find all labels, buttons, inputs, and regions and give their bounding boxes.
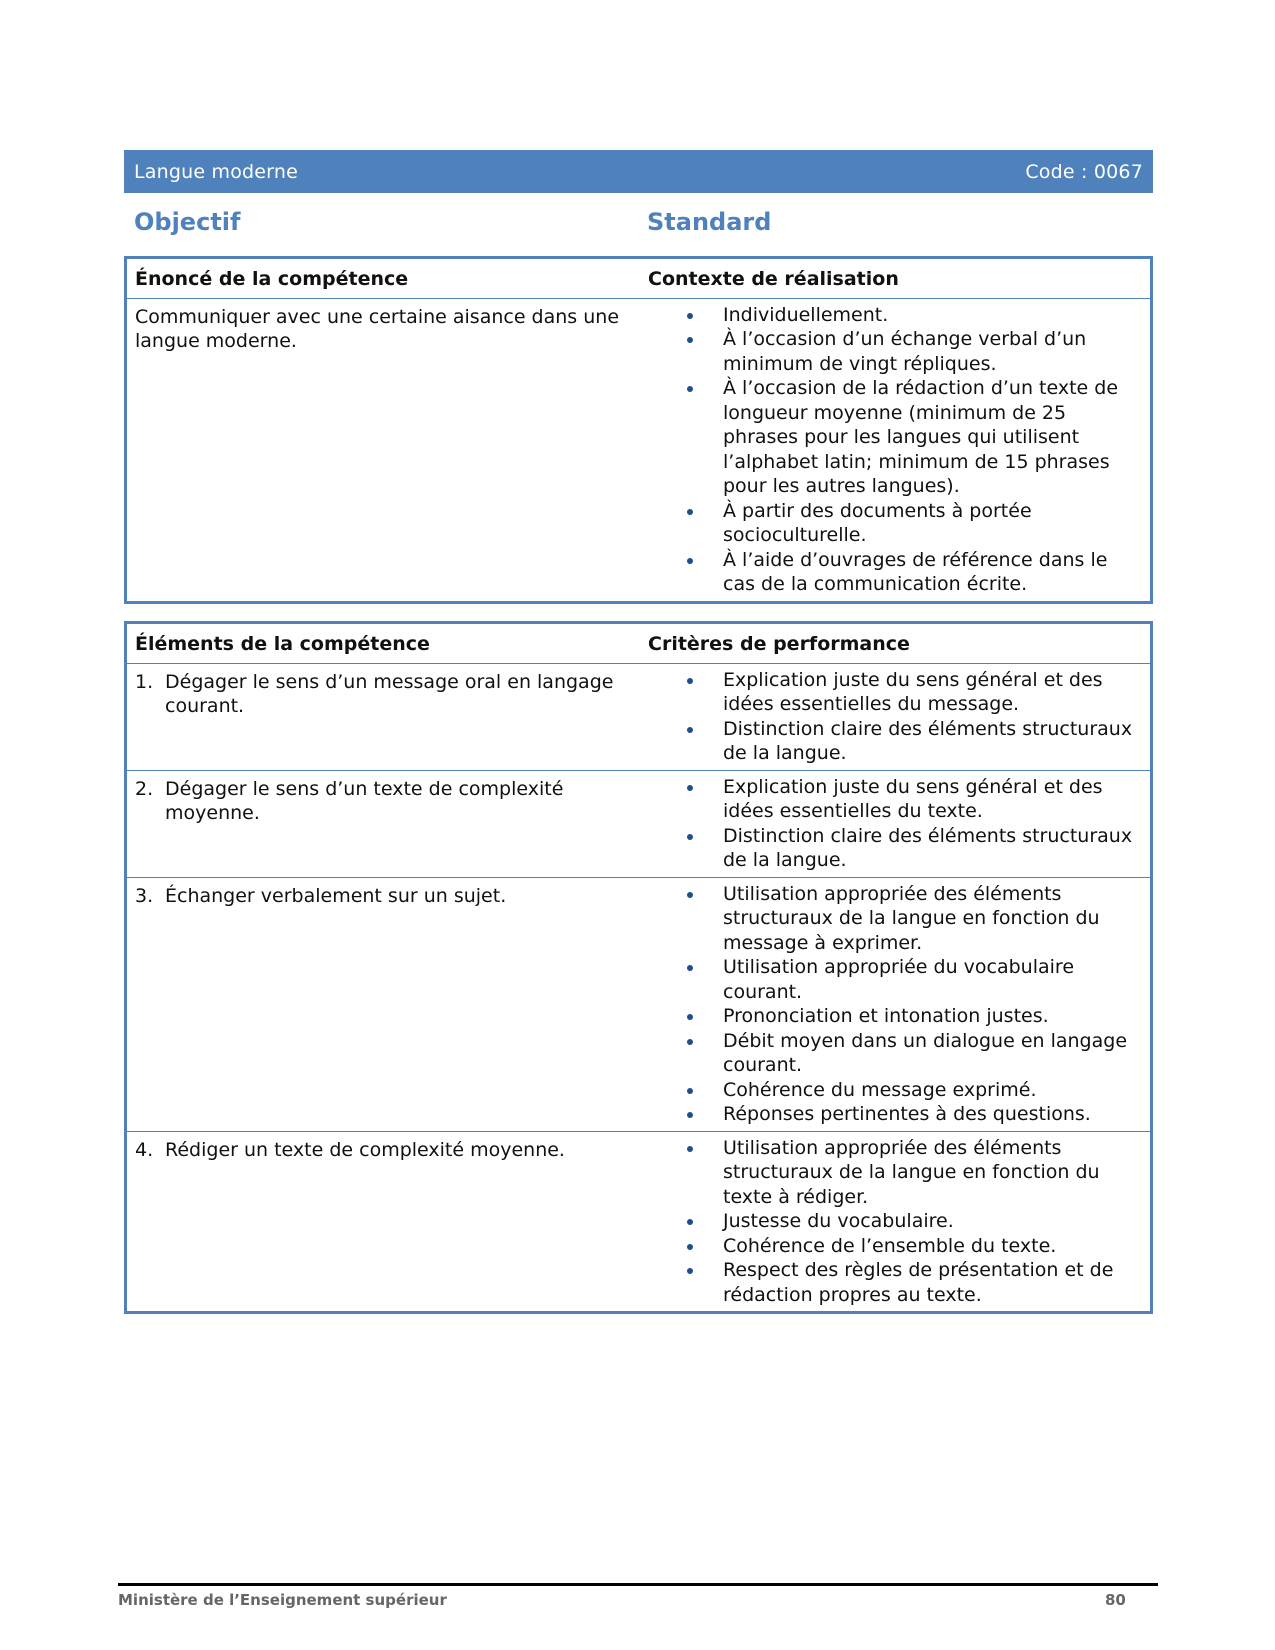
competence-statement: Communiquer avec une certaine aisance dans une langue moderne. — [135, 305, 620, 352]
bullet-item: Individuellement. — [648, 303, 1142, 328]
bullet-item: Respect des règles de présentation et de rédaction propres au texte. — [648, 1258, 1142, 1307]
section-objectif: Objectif — [134, 208, 241, 236]
bullet-item: Prononciation et intonation justes. — [648, 1004, 1142, 1029]
bullet-item: À l’occasion de la rédaction d’un texte de longueur moyenne (minimum de 25 phrases pour les langues qui utilisent l’alphabet latin; minimum de 15 phrases pour les autres langues). — [648, 376, 1142, 499]
bullet-item: Distinction claire des éléments structuraux de la langue. — [648, 717, 1142, 766]
header-context: Contexte de réalisation — [640, 258, 1152, 299]
bullet-item: À l’aide d’ouvrages de référence dans le cas de la communication écrite. — [648, 548, 1142, 597]
header-statement: Énoncé de la compétence — [126, 258, 641, 299]
bullet-item: Explication juste du sens général et des idées essentielles du texte. — [648, 775, 1142, 824]
element-text: Dégager le sens d’un texte de complexité moyenne. — [165, 777, 564, 824]
criteria-list — [648, 775, 1142, 873]
bullet-item: Utilisation appropriée des éléments structuraux de la langue en fonction du texte à rédiger. — [648, 1136, 1142, 1210]
bullet-item: Utilisation appropriée du vocabulaire courant. — [648, 955, 1142, 1004]
bullet-item: À partir des documents à portée socioculturelle. — [648, 499, 1142, 548]
element-number: 4. — [135, 1138, 154, 1161]
element-text: Échanger verbalement sur un sujet. — [165, 884, 507, 907]
bullet-item: Utilisation appropriée des éléments structuraux de la langue en fonction du message à exprimer. — [648, 882, 1142, 956]
bullet-item: Distinction claire des éléments structuraux de la langue. — [648, 824, 1142, 873]
bullet-item: Cohérence de l’ensemble du texte. — [648, 1234, 1142, 1259]
criteria-list — [648, 668, 1142, 766]
element-number: 1. — [135, 670, 154, 693]
element-row — [126, 663, 1152, 770]
bullet-item: À l’occasion d’un échange verbal d’un minimum de vingt répliques. — [648, 327, 1142, 376]
footer-divider — [118, 1583, 1158, 1586]
context-list — [648, 303, 1142, 597]
course-title: Langue moderne — [134, 160, 298, 183]
header-criteria: Critères de performance — [640, 623, 1152, 664]
header-bar — [124, 150, 1153, 193]
element-text: Rédiger un texte de complexité moyenne. — [165, 1138, 565, 1161]
bullet-item: Justesse du vocabulaire. — [648, 1209, 1142, 1234]
header-elements: Éléments de la compétence — [126, 623, 641, 664]
criteria-list — [648, 882, 1142, 1127]
element-row — [126, 770, 1152, 877]
element-row — [126, 877, 1152, 1131]
criteria-list — [648, 1136, 1142, 1308]
course-code: Code : 0067 — [1025, 160, 1143, 183]
element-row — [126, 1131, 1152, 1313]
elements-table — [124, 621, 1153, 1314]
element-number: 3. — [135, 884, 154, 907]
section-standard: Standard — [647, 208, 772, 236]
competence-table — [124, 256, 1153, 604]
element-text: Dégager le sens d’un message oral en langage courant. — [165, 670, 614, 717]
bullet-item: Réponses pertinentes à des questions. — [648, 1102, 1142, 1127]
page-number: 80 — [1105, 1591, 1126, 1609]
bullet-item: Cohérence du message exprimé. — [648, 1078, 1142, 1103]
bullet-item: Explication juste du sens général et des idées essentielles du message. — [648, 668, 1142, 717]
bullet-item: Débit moyen dans un dialogue en langage courant. — [648, 1029, 1142, 1078]
element-number: 2. — [135, 777, 154, 800]
footer-org: Ministère de l’Enseignement supérieur — [118, 1591, 447, 1609]
